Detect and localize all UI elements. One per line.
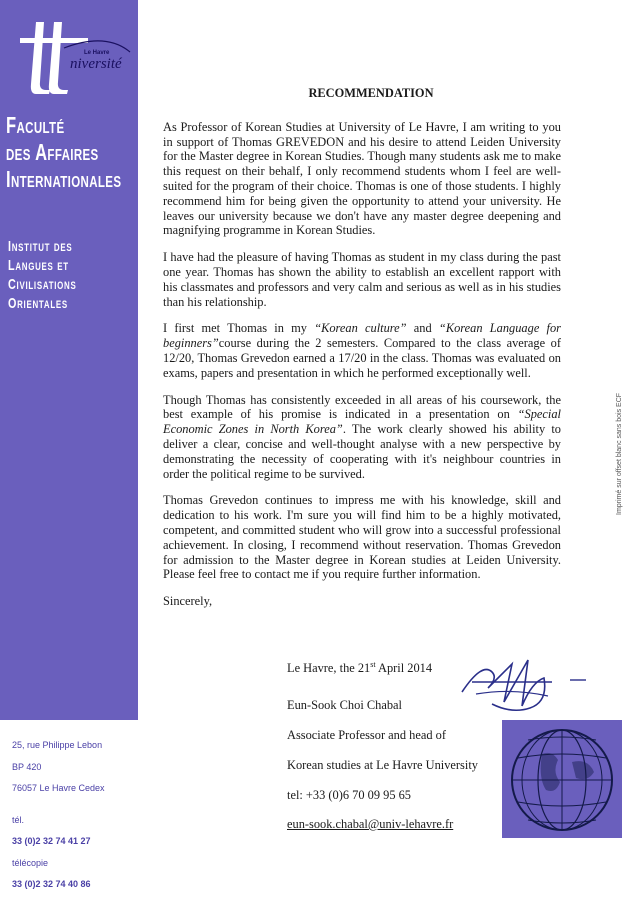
faculty-line: Internationales (6, 166, 122, 192)
text-run: and (406, 321, 439, 336)
date-text: April 2014 (375, 661, 433, 676)
faculty-line: Faculté (6, 112, 65, 138)
letter-heading: RECOMMENDATION (308, 86, 434, 100)
paragraph-presentation (163, 393, 561, 482)
fax-label: télécopie (12, 857, 49, 868)
letterhead-sidebar (0, 0, 138, 720)
tel-label: tél. (12, 814, 25, 825)
faculty-title (6, 112, 122, 193)
logo-word: niversité (70, 56, 122, 72)
globe-seal (502, 720, 622, 838)
logo-small-text: Le Havre (84, 50, 110, 56)
text-run: course during the 2 semesters. Compared to the class average of 12/20, Thomas Grevedon earned a 17/20 in the class. Thomas was evaluated on exams, papers and presentation in which he performed exceptionally well. (163, 336, 561, 380)
place-date (287, 660, 432, 676)
fax-number: 33 (0)2 32 74 40 86 (12, 879, 91, 889)
signer-name: Eun-Sook Choi Chabal (287, 698, 402, 712)
institute-line: Institut des (8, 238, 73, 255)
text-run: . The work clearly showed his ability to deliver a clear, concise and well-thought analyse with a new perspective by demonstrating the necessity of cooperating with it's neighbour countries in order the political regime to be survived. (163, 422, 561, 481)
paragraph-closing: Thomas Grevedon continues to impress me with his knowledge, skill and dedication to his work. I'm sure you will find him to be a highly motivated, competent, and committed student who will grow into a successful professional achievement. In closing, I recommend without reservation. Thomas Grevedon for admission to the Master degree in Korean studies at Leiden University. Please feel free to contact me if you require further information. (163, 493, 561, 582)
signer-title-line: Korean studies at Le Havre University (287, 758, 478, 772)
text-run: Though Thomas has consistently exceeded in all areas of his coursework, the best example of his promise is indicated in a presentation on (163, 392, 561, 422)
course-title: “Korean Language for beginners” (163, 321, 562, 351)
university-logo (14, 18, 134, 98)
handwritten-signature (452, 642, 592, 722)
date-text: Le Havre, the 21 (287, 661, 371, 676)
date-ordinal: st (370, 660, 376, 669)
paper-note (614, 375, 628, 515)
address-city: 76057 Le Havre Cedex (12, 783, 105, 793)
institute-line: Orientales (8, 295, 68, 312)
paragraph-intro: As Professor of Korean Studies at University of Le Havre, I am writing to you in support of Thomas GREVEDON and his desire to attend Leiden University for the Master degree in Korean Studies. Though many students ask me to make this request on their behalf, I only recommend students whom I feel are well-suited for the program of their choice. Thomas is one of those students. I highly recommend him for being given the opportunity to attend your university. He leaves our university because we don't have any master degree deepening and magnifying programme in Korean Studies. (163, 119, 561, 238)
institute-line: Langues et (8, 257, 69, 274)
letter-body (163, 86, 561, 621)
signer-email-link[interactable]: eun-sook.chabal@univ-lehavre.fr (287, 817, 454, 831)
paragraph-pleasure: I have had the pleasure of having Thomas as student in my class during the past one year. Thomas has shown the ability to establish an excellent rapport with his classmates and professors and very calm and serious as well as in his studies than his relationship. (163, 250, 561, 309)
institute-title (8, 237, 102, 313)
signer-phone: tel: +33 (0)6 70 09 95 65 (287, 788, 411, 802)
address-bp: BP 420 (12, 761, 42, 772)
paper-note-text: Imprimé sur offset blanc sans bois ECF (616, 392, 623, 515)
postal-address (12, 735, 147, 896)
address-street: 25, rue Philippe Lebon (12, 740, 103, 750)
tel-number: 33 (0)2 32 74 41 27 (12, 836, 91, 846)
paragraph-courses (163, 321, 561, 380)
institute-line: Civilisations (8, 276, 77, 293)
text-run: I first met Thomas in my (163, 321, 315, 336)
closing-salutation: Sincerely, (163, 594, 213, 609)
faculty-line: des Affaires (6, 139, 99, 165)
presentation-title: “Special Economic Zones in North Korea” (163, 407, 561, 437)
course-title: “Korean culture” (314, 321, 407, 336)
signer-title-line: Associate Professor and head of (287, 728, 446, 742)
